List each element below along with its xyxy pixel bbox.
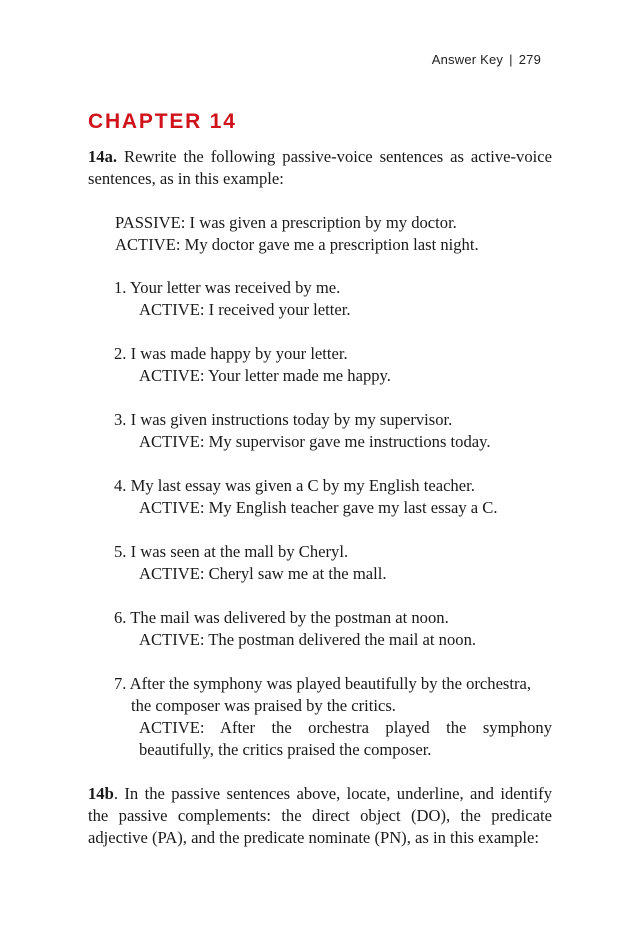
page-number: 279	[518, 52, 541, 67]
item-question: 7. After the symphony was played beautifully by the orchestra, the composer was praised by the critics.	[114, 674, 532, 715]
section-b-instruction-text: . In the passive sentences above, locate, underline, and identify the passive complements: the direct object (DO), the predicate adjective (PA), and the predicate nominate (PN), as in this example:	[88, 784, 552, 847]
item-question: 2. I was made happy by your letter.	[114, 344, 348, 363]
list-item	[114, 607, 552, 651]
list-item	[114, 673, 552, 761]
list-item	[114, 409, 552, 453]
section-a-label: 14a.	[88, 147, 118, 166]
chapter-title: CHAPTER 14	[88, 110, 237, 133]
list-item	[114, 343, 552, 387]
item-answer: ACTIVE: My English teacher gave my last essay a C.	[139, 498, 498, 517]
item-question: 3. I was given instructions today by my supervisor.	[114, 410, 453, 429]
section-b-instruction	[88, 783, 552, 849]
item-question: 6. The mail was delivered by the postman at noon.	[114, 608, 449, 627]
example-passive: PASSIVE: I was given a prescription by my doctor.	[115, 213, 457, 232]
running-head	[432, 52, 541, 67]
section-b-label: 14b	[88, 784, 114, 803]
example-active: ACTIVE: My doctor gave me a prescription last night.	[115, 235, 479, 254]
item-answer: ACTIVE: The postman delivered the mail at noon.	[139, 630, 477, 649]
item-answer: ACTIVE: Your letter made me happy.	[139, 366, 391, 385]
item-question: 5. I was seen at the mall by Cheryl.	[114, 542, 349, 561]
running-head-title: Answer Key	[431, 52, 504, 67]
running-head-separator: |	[509, 52, 513, 67]
item-answer: ACTIVE: My supervisor gave me instructions today.	[139, 432, 491, 451]
item-answer: ACTIVE: After the orchestra played the symphony beautifully, the critics praised the composer.	[139, 718, 552, 759]
item-answer: ACTIVE: Cheryl saw me at the mall.	[139, 564, 387, 583]
item-question: 4. My last essay was given a C by my English teacher.	[114, 476, 475, 495]
item-question: 1. Your letter was received by me.	[114, 278, 341, 297]
section-a-instruction	[88, 146, 552, 190]
section-a-instruction-text: Rewrite the following passive-voice sentences as active-voice sentences, as in this example:	[88, 147, 552, 188]
list-item	[114, 541, 552, 585]
list-item	[114, 475, 552, 519]
list-item	[114, 277, 552, 321]
item-answer: ACTIVE: I received your letter.	[139, 300, 351, 319]
